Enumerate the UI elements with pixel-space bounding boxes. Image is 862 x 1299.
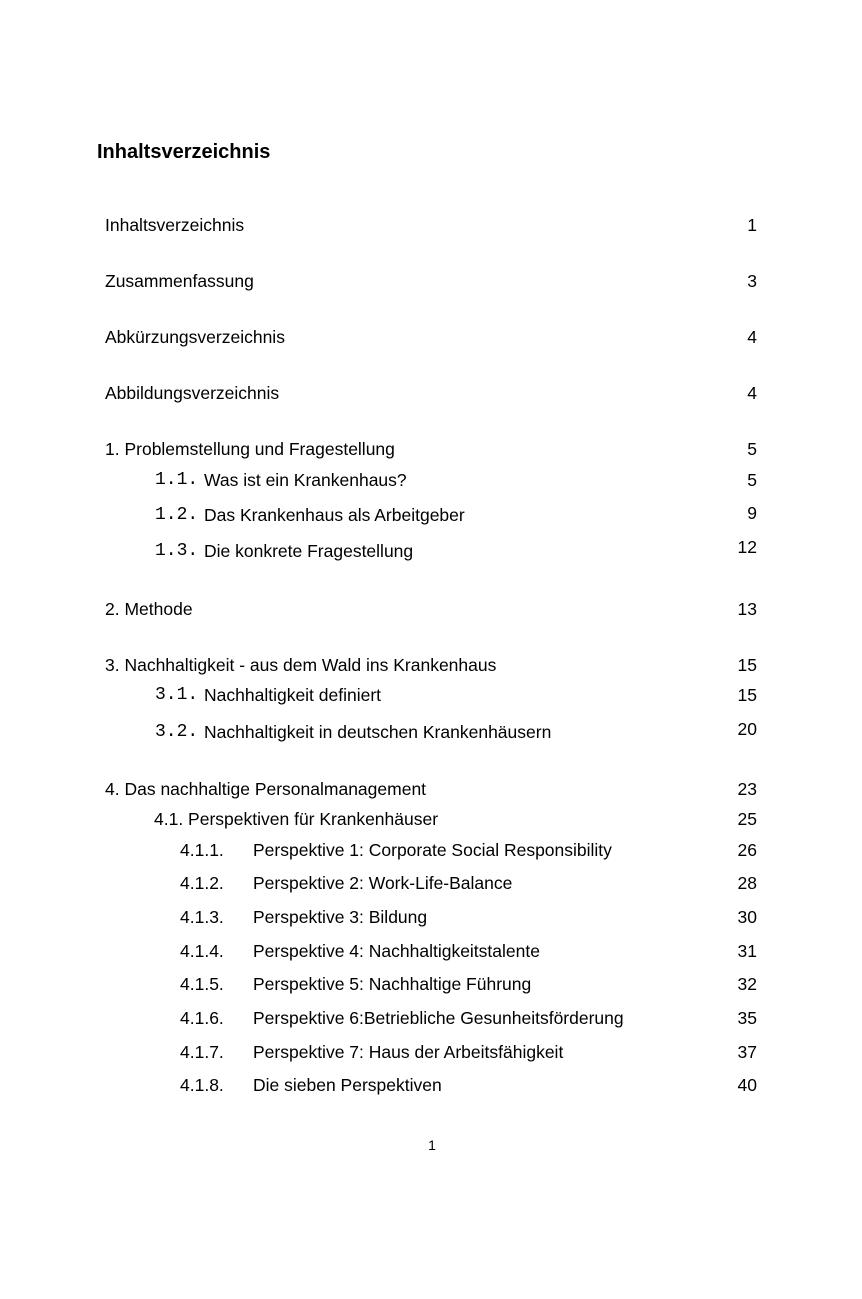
toc-entry-page: 5 xyxy=(747,439,757,459)
toc-entry-page: 20 xyxy=(737,719,757,739)
toc-entry-title: Was ist ein Krankenhaus? xyxy=(204,470,407,490)
toc-entry-number: 3.1. xyxy=(155,685,199,705)
page-number: 1 xyxy=(428,1137,436,1153)
toc-entry-page: 32 xyxy=(737,974,757,994)
toc-entry[interactable] xyxy=(0,215,862,239)
toc-subsubentry[interactable] xyxy=(0,974,862,998)
toc-entry-page: 15 xyxy=(737,655,757,675)
toc-entry-page: 30 xyxy=(737,907,757,927)
toc-entry[interactable] xyxy=(0,439,862,463)
toc-entry-title: Zusammenfassung xyxy=(105,271,254,291)
toc-entry-title: 2. Methode xyxy=(105,599,193,619)
toc-entry-title: 1. Problemstellung und Fragestellung xyxy=(105,439,395,459)
toc-entry-page: 12 xyxy=(737,537,757,557)
toc-entry-page: 15 xyxy=(737,685,757,705)
toc-entry[interactable] xyxy=(0,779,862,803)
toc-entry-number: 4.1.8. xyxy=(180,1075,224,1095)
toc-entry-page: 25 xyxy=(737,809,757,829)
toc-subentry[interactable] xyxy=(0,809,862,833)
toc-entry-title: Perspektive 3: Bildung xyxy=(253,907,428,927)
toc-subsubentry[interactable] xyxy=(0,1075,862,1099)
toc-entry-title: Perspektive 2: Work-Life-Balance xyxy=(253,873,513,893)
toc-subentry[interactable] xyxy=(0,685,862,709)
toc-entry[interactable] xyxy=(0,383,862,407)
toc-entry-title: Die sieben Perspektiven xyxy=(253,1075,442,1095)
toc-entry-page: 4 xyxy=(747,383,757,403)
toc-entry-page: 23 xyxy=(737,779,757,799)
toc-entry-number: 4.1.6. xyxy=(180,1008,224,1028)
toc-entry-number: 3.2. xyxy=(155,722,199,742)
toc-entry[interactable] xyxy=(0,327,862,351)
toc-entry-title: 4.1. Perspektiven für Krankenhäuser xyxy=(154,809,439,829)
toc-subentry[interactable] xyxy=(0,719,862,746)
toc-subsubentry[interactable] xyxy=(0,1008,862,1032)
toc-entry-page: 40 xyxy=(737,1075,757,1095)
toc-entry-page: 9 xyxy=(747,503,757,523)
toc-entry-title: Die konkrete Fragestellung xyxy=(204,541,414,561)
toc-subsubentry[interactable] xyxy=(0,873,862,897)
toc-entry-title: Perspektive 7: Haus der Arbeitsfähigkeit xyxy=(253,1042,564,1062)
page-title: Inhaltsverzeichnis xyxy=(97,141,271,163)
toc-subentry[interactable] xyxy=(0,537,862,565)
toc-entry-page: 5 xyxy=(747,470,757,490)
page-footer xyxy=(0,1137,862,1153)
toc-entry[interactable] xyxy=(0,271,862,295)
toc-entry-number: 1.2. xyxy=(155,505,199,525)
toc-entry-number: 4.1.4. xyxy=(180,941,224,961)
toc-subsubentry[interactable] xyxy=(0,1042,862,1066)
toc-entry-page: 28 xyxy=(737,873,757,893)
toc-entry[interactable] xyxy=(0,655,862,679)
toc-entry-title: Perspektive 1: Corporate Social Responsibility xyxy=(253,840,612,860)
toc-entry-title: Das Krankenhaus als Arbeitgeber xyxy=(204,505,465,525)
toc-entry-number: 1.1. xyxy=(155,470,199,490)
toc-entry-title: Perspektive 4: Nachhaltigkeitstalente xyxy=(253,941,540,961)
toc-entry-number: 4.1.7. xyxy=(180,1042,224,1062)
toc-entry-title: Abbildungsverzeichnis xyxy=(105,383,280,403)
toc-entry-page: 37 xyxy=(737,1042,757,1062)
toc-entry-page: 4 xyxy=(747,327,757,347)
toc-subentry[interactable] xyxy=(0,505,862,529)
toc-subsubentry[interactable] xyxy=(0,941,862,965)
toc-entry-page: 13 xyxy=(737,599,757,619)
toc-entry-page: 3 xyxy=(747,271,757,291)
toc-entry-page: 1 xyxy=(747,215,757,235)
toc-entry-number: 1.3. xyxy=(155,541,199,561)
toc-entry-number: 4.1.5. xyxy=(180,974,224,994)
toc-subsubentry[interactable] xyxy=(0,840,862,864)
toc-entry-title: Nachhaltigkeit in deutschen Krankenhäusern xyxy=(204,722,552,742)
toc-entry-title: Perspektive 6:Betriebliche Gesunheitsförderung xyxy=(253,1008,624,1028)
toc-entry-number: 4.1.2. xyxy=(180,873,224,893)
toc-entry-page: 26 xyxy=(737,840,757,860)
toc-entry-title: Perspektive 5: Nachhaltige Führung xyxy=(253,974,532,994)
toc-entry-number: 4.1.3. xyxy=(180,907,224,927)
toc-entry-page: 35 xyxy=(737,1008,757,1028)
toc-subentry[interactable] xyxy=(0,470,862,494)
toc-subsubentry[interactable] xyxy=(0,907,862,931)
toc-entry-title: Inhaltsverzeichnis xyxy=(105,215,245,235)
toc-entry-title: Nachhaltigkeit definiert xyxy=(204,685,382,705)
toc-entry-title: 3. Nachhaltigkeit - aus dem Wald ins Krankenhaus xyxy=(105,655,497,675)
toc-entry[interactable] xyxy=(0,599,862,623)
toc-entry-title: Abkürzungsverzeichnis xyxy=(105,327,285,347)
toc-entry-number: 4.1.1. xyxy=(180,840,224,860)
toc-entry-title: 4. Das nachhaltige Personalmanagement xyxy=(105,779,427,799)
toc-entry-page: 31 xyxy=(737,941,757,961)
